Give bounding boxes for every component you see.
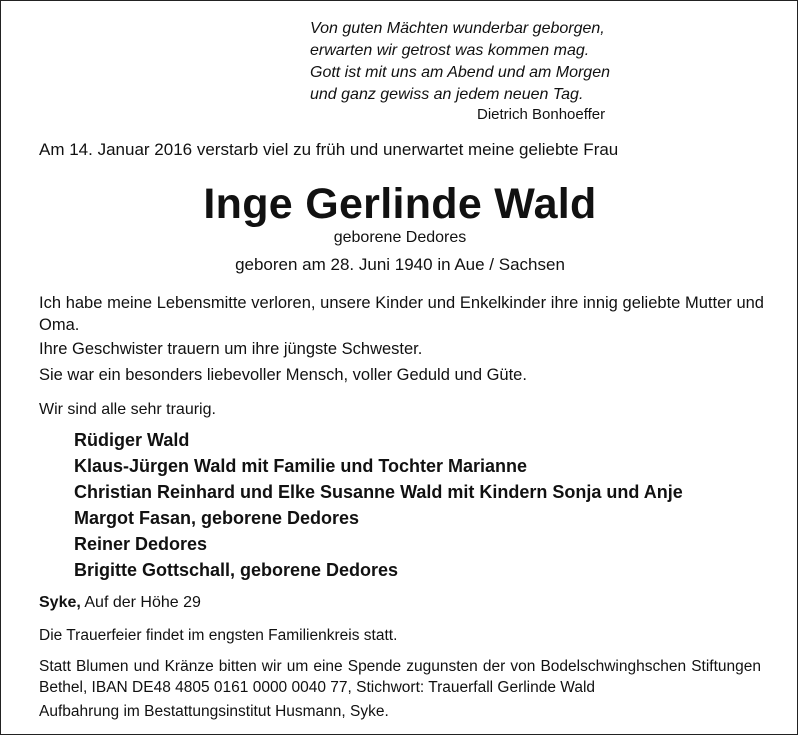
mourner-name: Margot Fasan, geborene Dedores <box>74 508 360 528</box>
sad-line: Wir sind alle sehr traurig. <box>39 401 216 418</box>
mourner-name: Rüdiger Wald <box>74 430 190 450</box>
funeral-notice: Die Trauerfeier findet im engsten Familienkreis statt. <box>39 627 398 644</box>
poem-line: Gott ist mit uns am Abend und am Morgen <box>310 64 610 81</box>
mourner-name: Brigitte Gottschall, geborene Dedores <box>74 560 399 580</box>
address-city: Syke, <box>39 594 81 611</box>
intro-text: Am 14. Januar 2016 verstarb viel zu früh und unerwartet meine geliebte Frau <box>39 140 619 159</box>
poem-line: und ganz gewiss an jedem neuen Tag. <box>310 86 584 103</box>
mourner-name: Reiner Dedores <box>74 534 208 554</box>
paragraph-character: Sie war ein besonders liebevoller Mensch, voller Geduld und Güte. <box>39 366 527 384</box>
laying-out-notice: Aufbahrung im Bestattungsinstitut Husmann, Syke. <box>39 703 389 720</box>
poem-line: erwarten wir getrost was kommen mag. <box>310 42 590 59</box>
poem-author: Dietrich Bonhoeffer <box>477 106 606 123</box>
mourner-name: Christian Reinhard und Elke Susanne Wald mit Kindern Sonja und Anje <box>74 482 683 502</box>
maiden-name: geborene Dedores <box>333 229 467 246</box>
address <box>39 594 201 612</box>
paragraph-siblings: Ihre Geschwister trauern um ihre jüngste Schwester. <box>39 340 423 358</box>
mourners-list <box>74 427 683 583</box>
deceased-name: Inge Gerlinde Wald <box>203 180 597 228</box>
birth-info: geboren am 28. Juni 1940 in Aue / Sachsen <box>235 255 565 274</box>
address-street: Auf der Höhe 29 <box>84 594 201 611</box>
mourner-name: Klaus-Jürgen Wald mit Familie und Tochter Marianne <box>74 456 528 476</box>
poem-quote <box>310 18 610 106</box>
paragraph-loss: Ich habe meine Lebensmitte verloren, unsere Kinder und Enkelkinder ihre innig geliebte Mutter und Oma. <box>39 294 764 334</box>
poem-line: Von guten Mächten wunderbar geborgen, <box>310 20 605 37</box>
donation-notice: Statt Blumen und Kränze bitten wir um eine Spende zugunsten der von Bodelschwinghschen Stiftungen Bethel, IBAN DE48 4805 0161 0000 0040 77, Stichwort: Trauerfall Gerlinde Wald <box>39 658 761 696</box>
